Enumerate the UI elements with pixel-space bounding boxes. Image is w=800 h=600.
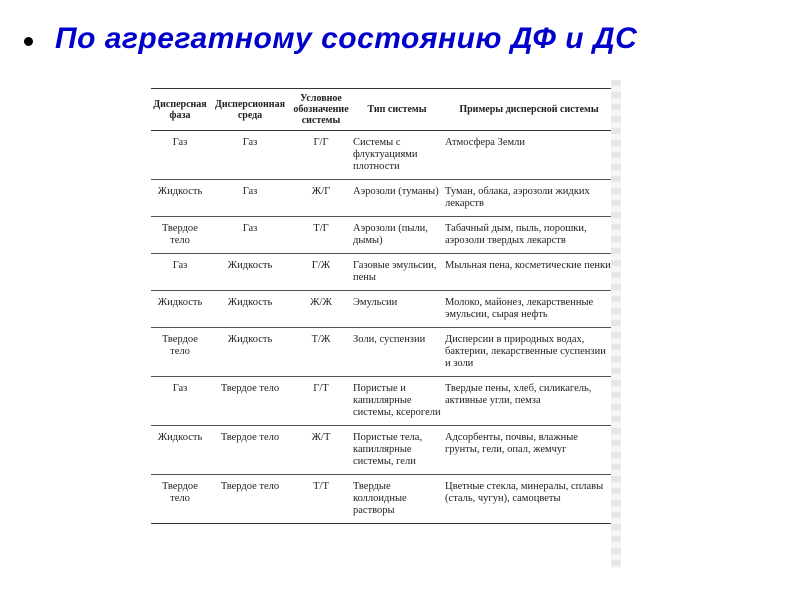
cell-phase: Твердое тело bbox=[162, 334, 198, 357]
cell-medium: Жидкость bbox=[227, 297, 273, 308]
cell-notation: Г/Ж bbox=[311, 260, 331, 271]
cell-phase: Твердое тело bbox=[162, 223, 198, 246]
cell-examples: Туман, облака, аэрозоли жидких лекарств bbox=[445, 186, 590, 209]
cell-notation: Г/Т bbox=[313, 383, 329, 394]
table-row bbox=[151, 377, 615, 426]
cell-notation: Т/Г bbox=[313, 223, 329, 234]
header-examples: Примеры дисперсной системы bbox=[459, 104, 599, 115]
cell-type: Пористые и капиллярные системы, ксерогели bbox=[353, 383, 441, 418]
dispersion-table bbox=[151, 88, 615, 524]
cell-notation: Ж/Ж bbox=[310, 297, 332, 308]
cell-notation: Т/Т bbox=[313, 481, 329, 492]
header-dispersion-medium: Дисперсионная среда bbox=[215, 98, 285, 121]
table-row bbox=[151, 291, 615, 328]
cell-notation: Ж/Т bbox=[311, 432, 331, 443]
header-system-type: Тип системы bbox=[367, 104, 427, 115]
cell-type: Пористые тела, капиллярные системы, гели bbox=[353, 432, 423, 467]
cell-medium: Газ bbox=[242, 223, 258, 234]
cell-type: Золи, суспензии bbox=[353, 334, 426, 345]
cell-type: Аэрозоли (пыли, дымы) bbox=[353, 223, 428, 246]
scan-edge-shadow bbox=[611, 80, 621, 568]
cell-examples: Адсорбенты, почвы, влажные грунты, гели, опал, жемчуг bbox=[445, 432, 578, 455]
cell-medium: Газ bbox=[242, 137, 258, 148]
table-row bbox=[151, 254, 615, 291]
cell-examples: Твердые пены, хлеб, силикагель, активные угли, пемза bbox=[445, 383, 592, 406]
table-row bbox=[151, 328, 615, 377]
cell-medium: Твердое тело bbox=[220, 481, 280, 492]
cell-examples: Мыльная пена, косметические пенки bbox=[445, 260, 611, 271]
title-text: По агрегатному состоянию ДФ и ДС bbox=[55, 22, 638, 55]
cell-medium: Жидкость bbox=[227, 260, 273, 271]
cell-notation: Г/Г bbox=[313, 137, 329, 148]
table-row bbox=[151, 426, 615, 475]
table-header-row bbox=[151, 89, 615, 131]
cell-phase: Газ bbox=[172, 260, 188, 271]
cell-phase: Газ bbox=[172, 137, 188, 148]
cell-phase: Газ bbox=[172, 383, 188, 394]
cell-examples: Атмосфера Земли bbox=[445, 137, 526, 148]
cell-phase: Твердое тело bbox=[162, 481, 198, 504]
cell-medium: Газ bbox=[242, 186, 258, 197]
table-row bbox=[151, 180, 615, 217]
table-row bbox=[151, 217, 615, 254]
cell-type: Твердые коллоидные растворы bbox=[353, 481, 407, 516]
cell-examples: Цветные стекла, минералы, сплавы (сталь, чугун), самоцветы bbox=[445, 481, 604, 504]
cell-medium: Твердое тело bbox=[220, 432, 280, 443]
header-notation: Условное обозначение системы bbox=[293, 93, 349, 126]
cell-medium: Жидкость bbox=[227, 334, 273, 345]
table-row bbox=[151, 475, 615, 524]
scanned-table-image bbox=[127, 80, 621, 568]
cell-phase: Жидкость bbox=[157, 432, 203, 443]
cell-notation: Ж/Г bbox=[311, 186, 331, 197]
cell-examples: Дисперсии в природных водах, бактерии, лекарственные суспензии и золи bbox=[445, 334, 606, 369]
header-dispersed-phase: Дисперсная фаза bbox=[153, 98, 207, 121]
cell-phase: Жидкость bbox=[157, 186, 203, 197]
cell-type: Эмульсии bbox=[353, 297, 398, 308]
cell-type: Системы с флуктуациями плотности bbox=[353, 137, 418, 172]
cell-type: Газовые эмульсии, пены bbox=[353, 260, 437, 283]
cell-type: Аэрозоли (туманы) bbox=[353, 186, 439, 197]
slide-title bbox=[24, 22, 637, 56]
cell-phase: Жидкость bbox=[157, 297, 203, 308]
cell-examples: Молоко, майонез, лекарственные эмульсии, сырая нефть bbox=[445, 297, 594, 320]
cell-examples: Табачный дым, пыль, порошки, аэрозоли твердых лекарств bbox=[445, 223, 587, 246]
table-row bbox=[151, 131, 615, 180]
cell-notation: Т/Ж bbox=[311, 334, 331, 345]
bullet-icon bbox=[24, 37, 33, 46]
cell-medium: Твердое тело bbox=[220, 383, 280, 394]
